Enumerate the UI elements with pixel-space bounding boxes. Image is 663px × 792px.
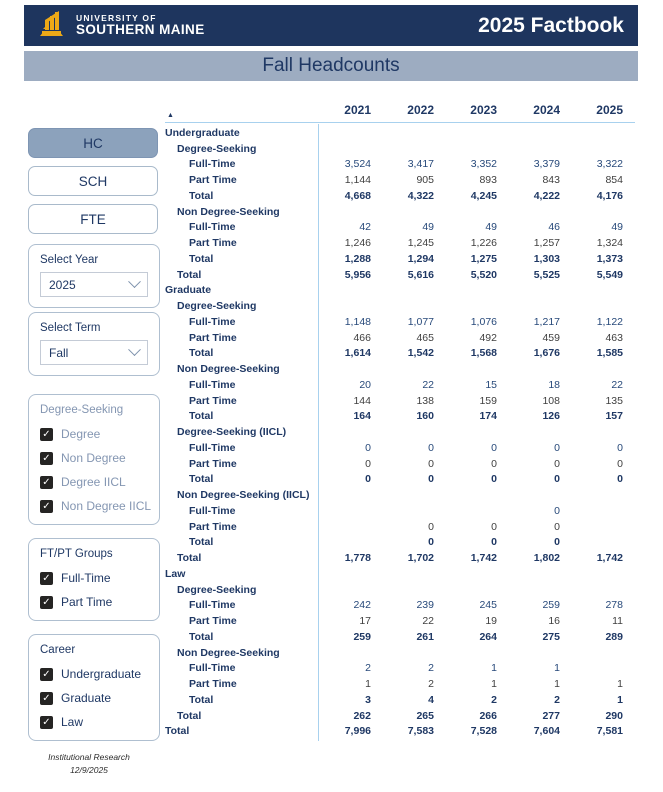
term-filter-label: Select Term — [40, 322, 101, 334]
cell-value: 0 — [428, 473, 434, 486]
cell-value: 1,148 — [344, 315, 371, 328]
cell-value: 0 — [491, 536, 497, 549]
row-label: Part Time — [189, 678, 237, 691]
cell-value: 1,324 — [596, 237, 623, 250]
cell-value: 0 — [428, 536, 434, 549]
table-row — [165, 330, 635, 346]
checkbox-degree-iicl[interactable] — [40, 470, 148, 494]
cell-value: 0 — [491, 473, 497, 486]
cell-value: 3,524 — [344, 158, 371, 171]
cell-value: 3,379 — [533, 158, 560, 171]
cell-value: 1,614 — [344, 347, 371, 360]
report-subtitle: Fall Headcounts — [262, 55, 400, 76]
cell-value: 164 — [353, 410, 371, 423]
cell-value: 2 — [428, 662, 434, 675]
matrix-body — [165, 125, 635, 739]
year-column-header[interactable]: 2023 — [470, 103, 497, 117]
checkbox-icon: ✓ — [40, 476, 53, 489]
cell-value: 138 — [416, 394, 434, 407]
checkbox-icon: ✓ — [40, 596, 53, 609]
cell-value: 159 — [479, 394, 497, 407]
cell-value: 466 — [353, 331, 371, 344]
checkbox-label: Undergraduate — [61, 667, 142, 681]
checkbox-part-time[interactable] — [40, 590, 148, 614]
row-label: Degree-Seeking — [177, 142, 257, 155]
row-label: Part Time — [189, 394, 237, 407]
usm-logo-icon — [38, 9, 68, 42]
cell-value: 0 — [617, 441, 623, 454]
checkbox-label: Degree IICL — [61, 475, 126, 489]
cell-value: 239 — [416, 599, 434, 612]
row-label: Full-Time — [189, 158, 236, 171]
cell-value: 22 — [422, 615, 434, 628]
table-row — [165, 692, 635, 708]
year-column-header[interactable]: 2024 — [533, 103, 560, 117]
cell-value: 49 — [422, 221, 434, 234]
row-label: Degree-Seeking — [177, 583, 257, 596]
cell-value: 4,176 — [596, 189, 623, 202]
table-row — [165, 393, 635, 409]
cell-value: 3,417 — [407, 158, 434, 171]
row-label: Full-Time — [189, 315, 236, 328]
table-row — [165, 172, 635, 188]
row-label: Total — [189, 693, 214, 706]
table-row — [165, 645, 635, 661]
cell-value: 265 — [416, 709, 434, 722]
table-row — [165, 267, 635, 283]
cell-value: 1,568 — [470, 347, 497, 360]
cell-value: 1 — [617, 693, 623, 706]
checkbox-icon: ✓ — [40, 428, 53, 441]
row-label: Full-Time — [189, 662, 236, 675]
cell-value: 0 — [491, 520, 497, 533]
footer-line1: Institutional Research — [48, 752, 130, 762]
cell-value: 108 — [542, 394, 560, 407]
table-row — [165, 220, 635, 236]
table-row — [165, 424, 635, 440]
cell-value: 0 — [554, 473, 560, 486]
table-row — [165, 566, 635, 582]
row-label: Full-Time — [189, 599, 236, 612]
cell-value: 843 — [542, 174, 560, 187]
cell-value: 259 — [353, 630, 371, 643]
row-label: Total — [189, 347, 214, 360]
table-row — [165, 661, 635, 677]
cell-value: 2 — [554, 693, 560, 706]
cell-value: 0 — [365, 473, 371, 486]
cell-value: 854 — [605, 174, 623, 187]
cell-value: 1,542 — [407, 347, 434, 360]
cell-value: 174 — [479, 410, 497, 423]
checkbox-icon: ✓ — [40, 500, 53, 513]
cell-value: 20 — [359, 378, 371, 391]
headcount-matrix — [165, 96, 635, 739]
footer-note — [24, 751, 154, 777]
table-row — [165, 708, 635, 724]
table-row — [165, 157, 635, 173]
cell-value: 3,352 — [470, 158, 497, 171]
cell-value: 4,222 — [533, 189, 560, 202]
row-label: Total — [189, 630, 214, 643]
cell-value: 5,616 — [407, 268, 434, 281]
page-title: 2025 Factbook — [478, 13, 624, 37]
filter-group-degree-seeking — [28, 394, 160, 525]
row-label: Part Time — [189, 520, 237, 533]
cell-value: 1,257 — [533, 237, 560, 250]
cell-value: 259 — [542, 599, 560, 612]
cell-value: 2 — [428, 678, 434, 691]
checkbox-non-degree-iicl[interactable] — [40, 494, 152, 518]
table-row — [165, 361, 635, 377]
year-dropdown-value: 2025 — [49, 277, 76, 292]
cell-value: 5,956 — [344, 268, 371, 281]
row-label: Part Time — [189, 331, 237, 344]
checkbox-label: Part Time — [61, 595, 113, 609]
cell-value: 1,802 — [533, 552, 560, 565]
cell-value: 0 — [554, 457, 560, 470]
checkbox-law[interactable] — [40, 710, 148, 734]
table-row — [165, 283, 635, 299]
cell-value: 5,520 — [470, 268, 497, 281]
table-row — [165, 550, 635, 566]
cell-value: 11 — [612, 615, 623, 628]
cell-value: 0 — [428, 520, 434, 533]
cell-value: 0 — [554, 520, 560, 533]
cell-value: 492 — [479, 331, 497, 344]
row-label: Total — [189, 473, 214, 486]
row-label: Total — [177, 709, 202, 722]
cell-value: 1,742 — [596, 552, 623, 565]
cell-value: 459 — [542, 331, 560, 344]
footer-line2: 12/9/2025 — [70, 764, 108, 775]
cell-value: 0 — [617, 473, 623, 486]
table-row — [165, 251, 635, 267]
cell-value: 46 — [548, 221, 560, 234]
table-row — [165, 472, 635, 488]
checkbox-undergraduate[interactable] — [40, 662, 148, 686]
cell-value: 5,549 — [596, 268, 623, 281]
matrix-header-row — [165, 96, 635, 123]
cell-value: 1,246 — [344, 237, 371, 250]
row-label: Total — [177, 552, 202, 565]
table-row — [165, 298, 635, 314]
sort-ascending-icon[interactable]: ▲ — [167, 112, 174, 119]
row-label: Full-Time — [189, 378, 236, 391]
cell-value: 1 — [365, 678, 371, 691]
year-filter-label: Select Year — [40, 254, 99, 266]
logo-line2: SOUTHERN MAINE — [76, 21, 205, 37]
checkbox-full-time[interactable] — [40, 566, 148, 590]
cell-value: 2 — [365, 662, 371, 675]
cell-value: 289 — [605, 630, 623, 643]
cell-value: 0 — [428, 457, 434, 470]
table-row — [165, 188, 635, 204]
checkbox-label: Graduate — [61, 691, 112, 705]
chevron-down-icon — [128, 343, 141, 356]
nav-button-fte[interactable]: FTE — [28, 204, 158, 234]
checkbox-icon: ✓ — [40, 668, 53, 681]
cell-value: 290 — [605, 709, 623, 722]
row-label: Part Time — [189, 237, 237, 250]
logo-line1: UNIVERSITY OF — [76, 12, 157, 23]
term-dropdown[interactable] — [40, 340, 148, 365]
row-label: Graduate — [165, 284, 212, 297]
cell-value: 7,528 — [470, 725, 497, 738]
row-label: Total — [189, 536, 214, 549]
row-label: Non Degree-Seeking — [177, 205, 280, 218]
table-row — [165, 629, 635, 645]
cell-value: 1,373 — [596, 252, 623, 265]
cell-value: 1 — [617, 678, 623, 691]
checkbox-non-degree[interactable] — [40, 446, 148, 470]
checkbox-label: Full-Time — [61, 571, 111, 585]
cell-value: 49 — [485, 221, 497, 234]
cell-value: 144 — [353, 394, 371, 407]
cell-value: 16 — [548, 615, 560, 628]
cell-value: 0 — [554, 536, 560, 549]
cell-value: 42 — [359, 221, 371, 234]
cell-value: 905 — [416, 174, 434, 187]
cell-value: 893 — [479, 174, 497, 187]
cell-value: 0 — [365, 441, 371, 454]
row-label: Full-Time — [189, 504, 236, 517]
checkbox-label: Non Degree — [61, 451, 126, 465]
cell-value: 262 — [353, 709, 371, 722]
cell-value: 22 — [422, 378, 434, 391]
cell-value: 7,996 — [344, 725, 371, 738]
row-label: Non Degree-Seeking (IICL) — [177, 489, 310, 502]
table-row — [165, 440, 635, 456]
table-row — [165, 598, 635, 614]
table-row — [165, 676, 635, 692]
table-row — [165, 141, 635, 157]
column-divider-line — [318, 124, 319, 741]
row-label: Law — [165, 567, 186, 580]
row-label: Degree-Seeking — [177, 300, 257, 313]
table-row — [165, 503, 635, 519]
table-row — [165, 456, 635, 472]
cell-value: 4,322 — [407, 189, 434, 202]
year-column-header[interactable]: 2022 — [407, 103, 434, 117]
checkbox-icon: ✓ — [40, 572, 53, 585]
cell-value: 157 — [605, 410, 623, 423]
usm-logo-text — [76, 14, 205, 37]
checkbox-icon: ✓ — [40, 716, 53, 729]
row-label: Full-Time — [189, 221, 236, 234]
cell-value: 1,585 — [596, 347, 623, 360]
year-filter-panel — [28, 244, 160, 308]
report-subtitle-bar — [24, 51, 638, 81]
table-row — [165, 582, 635, 598]
cell-value: 0 — [428, 441, 434, 454]
row-label: Total — [189, 252, 214, 265]
filter-group-title: Degree-Seeking — [40, 404, 124, 416]
row-label: Part Time — [189, 174, 237, 187]
cell-value: 1,144 — [344, 174, 371, 187]
table-row — [165, 724, 635, 740]
cell-value: 0 — [554, 504, 560, 517]
cell-value: 1,778 — [344, 552, 371, 565]
row-label: Full-Time — [189, 441, 236, 454]
table-row — [165, 377, 635, 393]
filter-group-career — [28, 634, 160, 741]
table-row — [165, 204, 635, 220]
cell-value: 4,668 — [344, 189, 371, 202]
cell-value: 3,322 — [596, 158, 623, 171]
filter-groups — [28, 394, 160, 754]
cell-value: 264 — [479, 630, 497, 643]
cell-value: 465 — [416, 331, 434, 344]
cell-value: 1,122 — [596, 315, 623, 328]
row-label: Non Degree-Seeking — [177, 363, 280, 376]
year-dropdown[interactable] — [40, 272, 148, 297]
row-label: Part Time — [189, 457, 237, 470]
cell-value: 18 — [548, 378, 560, 391]
cell-value: 1,217 — [533, 315, 560, 328]
table-row — [165, 519, 635, 535]
cell-value: 275 — [542, 630, 560, 643]
table-row — [165, 487, 635, 503]
cell-value: 1 — [554, 678, 560, 691]
cell-value: 160 — [416, 410, 434, 423]
term-dropdown-value: Fall — [49, 345, 69, 360]
term-filter-panel — [28, 312, 160, 376]
cell-value: 4,245 — [470, 189, 497, 202]
cell-value: 1 — [554, 662, 560, 675]
cell-value: 463 — [605, 331, 623, 344]
year-column-header[interactable]: 2025 — [596, 103, 623, 117]
cell-value: 1,288 — [344, 252, 371, 265]
cell-value: 1,076 — [470, 315, 497, 328]
usm-logo — [24, 9, 205, 42]
nav-button-hc[interactable]: HC — [28, 128, 158, 158]
cell-value: 15 — [485, 378, 497, 391]
checkbox-graduate[interactable] — [40, 686, 148, 710]
table-row — [165, 346, 635, 362]
row-label: Part Time — [189, 615, 237, 628]
table-row — [165, 314, 635, 330]
row-label: Total — [165, 725, 190, 738]
cell-value: 126 — [542, 410, 560, 423]
cell-value: 278 — [605, 599, 623, 612]
cell-value: 1,702 — [407, 552, 434, 565]
cell-value: 1,303 — [533, 252, 560, 265]
cell-value: 0 — [491, 457, 497, 470]
cell-value: 0 — [365, 457, 371, 470]
nav-button-sch[interactable]: SCH — [28, 166, 158, 196]
checkbox-icon: ✓ — [40, 692, 53, 705]
cell-value: 1,275 — [470, 252, 497, 265]
cell-value: 7,581 — [596, 725, 623, 738]
table-row — [165, 125, 635, 141]
cell-value: 261 — [416, 630, 434, 643]
filter-group-title: FT/PT Groups — [40, 548, 113, 560]
cell-value: 3 — [365, 693, 371, 706]
row-label: Total — [177, 268, 202, 281]
cell-value: 22 — [611, 378, 623, 391]
cell-value: 49 — [611, 221, 623, 234]
checkbox-label: Degree — [61, 427, 101, 441]
cell-value: 1,676 — [533, 347, 560, 360]
cell-value: 1 — [491, 662, 497, 675]
row-label: Undergraduate — [165, 126, 240, 139]
cell-value: 1,226 — [470, 237, 497, 250]
cell-value: 135 — [605, 394, 623, 407]
row-label: Total — [189, 410, 214, 423]
cell-value: 7,604 — [533, 725, 560, 738]
row-label: Degree-Seeking (IICL) — [177, 426, 287, 439]
app-header — [24, 5, 638, 46]
table-row — [165, 409, 635, 425]
chevron-down-icon — [128, 275, 141, 288]
cell-value: 1,294 — [407, 252, 434, 265]
cell-value: 5,525 — [533, 268, 560, 281]
cell-value: 0 — [554, 441, 560, 454]
cell-value: 2 — [491, 693, 497, 706]
cell-value: 266 — [479, 709, 497, 722]
cell-value: 17 — [359, 615, 371, 628]
cell-value: 7,583 — [407, 725, 434, 738]
table-row — [165, 613, 635, 629]
row-label: Total — [189, 189, 214, 202]
cell-value: 1 — [491, 678, 497, 691]
cell-value: 1,077 — [407, 315, 434, 328]
cell-value: 0 — [617, 457, 623, 470]
cell-value: 277 — [542, 709, 560, 722]
checkbox-icon: ✓ — [40, 452, 53, 465]
filter-group-ft-pt-groups — [28, 538, 160, 621]
table-row — [165, 235, 635, 251]
cell-value: 1,742 — [470, 552, 497, 565]
cell-value: 1,245 — [407, 237, 434, 250]
checkbox-label: Law — [61, 715, 84, 729]
cell-value: 0 — [491, 441, 497, 454]
row-label: Non Degree-Seeking — [177, 646, 280, 659]
cell-value: 4 — [428, 693, 434, 706]
checkbox-degree[interactable] — [40, 422, 148, 446]
cell-value: 242 — [353, 599, 371, 612]
table-row — [165, 535, 635, 551]
checkbox-label: Non Degree IICL — [61, 499, 152, 513]
year-column-header[interactable]: 2021 — [344, 103, 371, 117]
filter-group-title: Career — [40, 644, 76, 656]
cell-value: 245 — [479, 599, 497, 612]
cell-value: 19 — [485, 615, 497, 628]
